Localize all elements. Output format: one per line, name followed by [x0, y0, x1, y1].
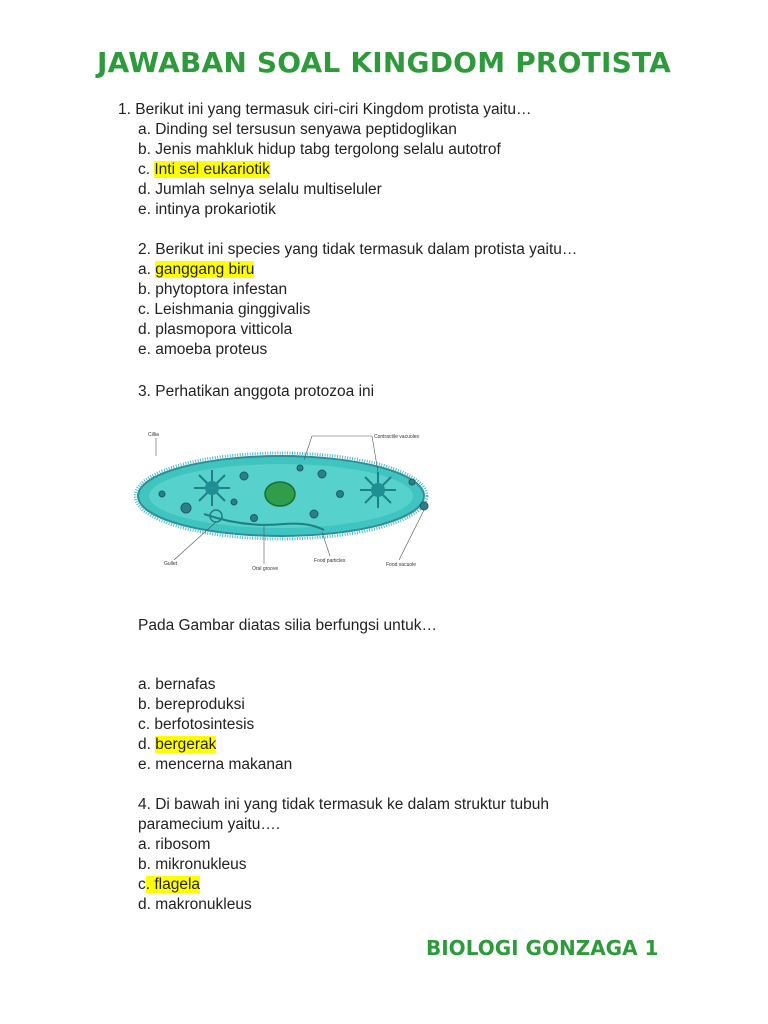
- q2-option-d: d. plasmopora vitticola: [138, 321, 293, 338]
- paramecium-diagram: [134, 424, 444, 574]
- label-food-vacuole: Food vacuole: [386, 562, 417, 568]
- q4-option-a: a. ribosom: [138, 836, 211, 853]
- q2-option-a-prefix: a.: [138, 261, 156, 278]
- q1-option-d: d. Jumlah selnya selalu multiseluler: [138, 181, 382, 198]
- q1-option-c-prefix: c.: [138, 161, 155, 178]
- page-title: JAWABAN SOAL KINGDOM PROTISTA: [97, 46, 671, 79]
- q3-question: Pada Gambar diatas silia berfungsi untuk…: [138, 617, 437, 634]
- q4-option-b: b. mikronukleus: [138, 856, 247, 873]
- q2-option-c: c. Leishmania ginggivalis: [138, 301, 311, 318]
- q4-answer-highlight: . flagela: [145, 876, 201, 893]
- q4-stem-line2: paramecium yaitu….: [138, 816, 281, 833]
- paramecium-figure: [134, 424, 444, 574]
- q4-option-c: [138, 875, 200, 895]
- contractile-vacuole-left: [194, 470, 230, 506]
- q3-stem: 3. Perhatikan anggota protozoa ini: [138, 383, 375, 400]
- q1-option-e: e. intinya prokariotik: [138, 201, 276, 218]
- q2-option-a: [138, 260, 254, 280]
- macronucleus: [265, 482, 295, 506]
- q3-option-e: e. mencerna makanan: [138, 756, 293, 773]
- label-food-particles: Food particles: [314, 558, 346, 564]
- q3-answer-highlight: bergerak: [155, 736, 217, 753]
- q1-stem: 1. Berikut ini yang termasuk ciri-ciri Kingdom protista yaitu…: [118, 101, 532, 118]
- label-cillia: Cillia: [148, 432, 159, 438]
- q2-stem: 2. Berikut ini species yang tidak termasuk dalam protista yaitu…: [138, 241, 578, 258]
- q2-option-e: e. amoeba proteus: [138, 341, 268, 358]
- q1-option-c: [138, 160, 270, 180]
- label-oral-groove: Oral groove: [252, 566, 279, 572]
- q1-answer-highlight: Inti sel eukariotik: [154, 161, 270, 178]
- label-gullet: Gullet: [164, 561, 178, 567]
- q4-stem-line1: 4. Di bawah ini yang tidak termasuk ke dalam struktur tubuh: [138, 796, 549, 813]
- q2-option-b: b. phytoptora infestan: [138, 281, 288, 298]
- q3-option-a: a. bernafas: [138, 676, 216, 693]
- q3-option-c: c. berfotosintesis: [138, 716, 255, 733]
- q3-option-b: b. bereproduksi: [138, 696, 245, 713]
- q3-option-d-prefix: d.: [138, 736, 156, 753]
- q4-option-d: d. makronukleus: [138, 896, 252, 913]
- q3-option-d: [138, 735, 216, 755]
- label-contractile-vacuoles: Contractile vacuoles: [374, 434, 420, 440]
- q1-option-a: a. Dinding sel tersusun senyawa peptidoglikan: [138, 121, 457, 138]
- q4-option-c-prefix: c: [138, 876, 146, 893]
- q2-answer-highlight: ganggang biru: [155, 261, 255, 278]
- q1-option-b: b. Jenis mahkluk hidup tabg tergolong selalu autotrof: [138, 141, 501, 158]
- footer-label: BIOLOGI GONZAGA 1: [426, 936, 659, 960]
- contractile-vacuole-right: [360, 472, 396, 508]
